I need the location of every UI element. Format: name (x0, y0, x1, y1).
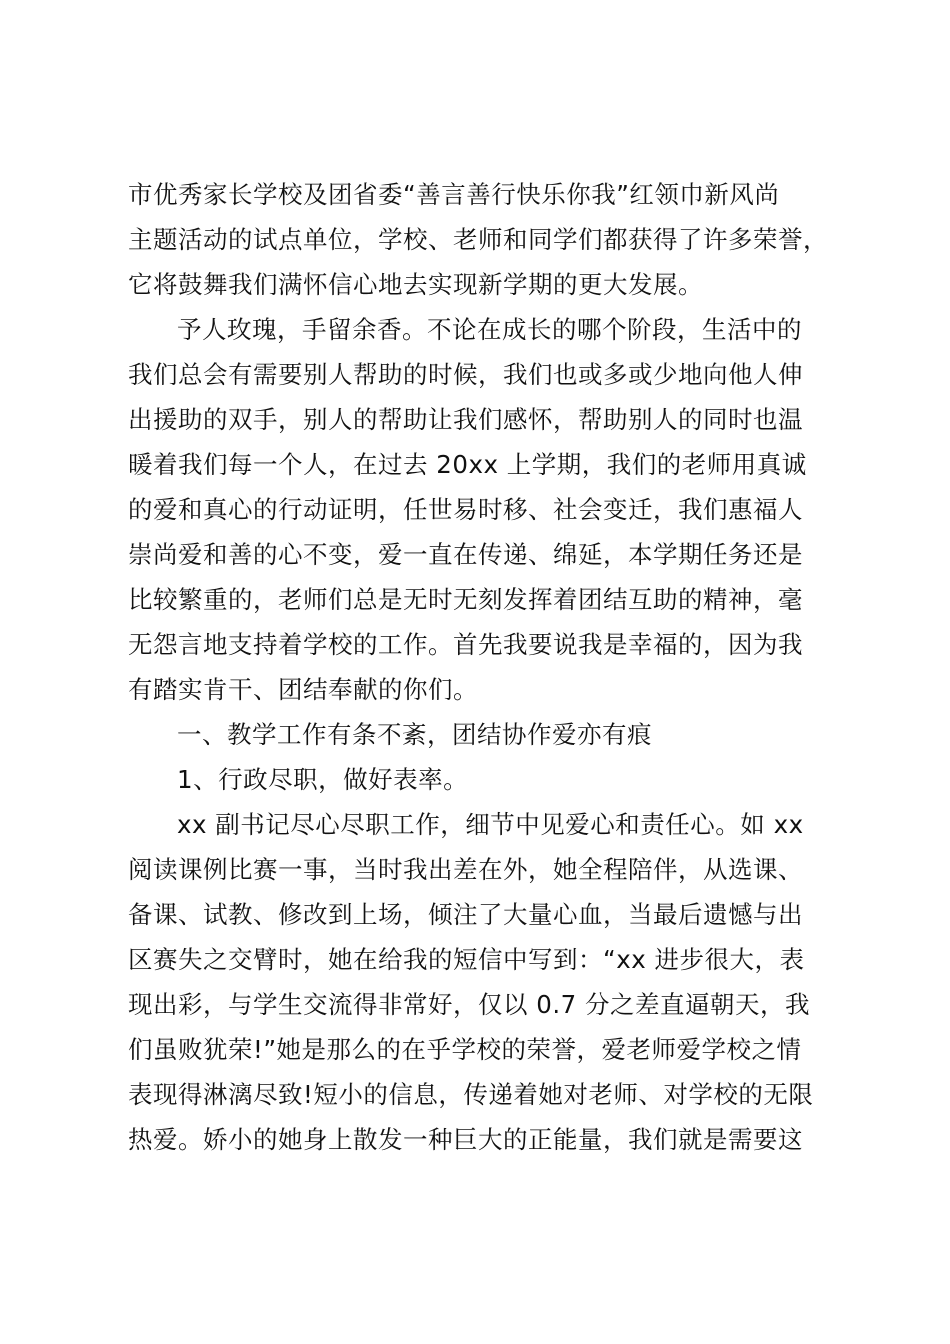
subsection-heading: 1、行政尽职，做好表率。 (177, 765, 469, 794)
text-line: 区赛失之交臂时，她在给我的短信中写到：“xx 进步很大，表 (128, 945, 805, 974)
paragraph-start-line: 予人玫瑰，手留余香。不论在成长的哪个阶段，生活中的 (177, 315, 802, 344)
text-line: 们虽败犹荣!”她是那么的在乎学校的荣誉，爱老师爱学校之情 (128, 1035, 802, 1064)
text-line: 它将鼓舞我们满怀信心地去实现新学期的更大发展。 (128, 270, 703, 299)
text-line: 备课、试教、修改到上场，倾注了大量心血，当最后遗憾与出 (128, 900, 803, 929)
text-line: 无怨言地支持着学校的工作。首先我要说我是幸福的，因为我 (128, 630, 803, 659)
text-line: 崇尚爱和善的心不变，爱一直在传递、绵延，本学期任务还是 (128, 540, 803, 569)
section-heading: 一、教学工作有条不紊，团结协作爱亦有痕 (177, 720, 652, 749)
text-line: 的爱和真心的行动证明，任世易时移、社会变迁，我们惠福人 (128, 495, 803, 524)
text-line: 出援助的双手，别人的帮助让我们感怀，帮助别人的同时也温 (128, 405, 803, 434)
text-line: 热爱。娇小的她身上散发一种巨大的正能量，我们就是需要这 (128, 1125, 803, 1154)
text-line: 市优秀家长学校及团省委“善言善行快乐你我”红领巾新风尚 (128, 180, 780, 209)
text-line: 比较繁重的，老师们总是无时无刻发挥着团结互助的精神，毫 (128, 585, 803, 614)
text-line: 阅读课例比赛一事，当时我出差在外，她全程陪伴，从选课、 (128, 855, 803, 884)
text-line: 暖着我们每一个人，在过去 20xx 上学期，我们的老师用真诚 (128, 450, 807, 479)
paragraph-start-line: xx 副书记尽心尽职工作，细节中见爱心和责任心。如 xx (177, 810, 804, 839)
text-line: 表现得淋漓尽致!短小的信息，传递着她对老师、对学校的无限 (128, 1080, 814, 1109)
text-line: 我们总会有需要别人帮助的时候，我们也或多或少地向他人伸 (128, 360, 803, 389)
text-line: 有踏实肯干、团结奉献的你们。 (128, 675, 478, 704)
body-text (128, 172, 848, 1162)
text-line: 主题活动的试点单位，学校、老师和同学们都获得了许多荣誉， (128, 225, 828, 254)
text-line: 现出彩，与学生交流得非常好，仅以 0.7 分之差直逼朝天，我 (128, 990, 811, 1019)
